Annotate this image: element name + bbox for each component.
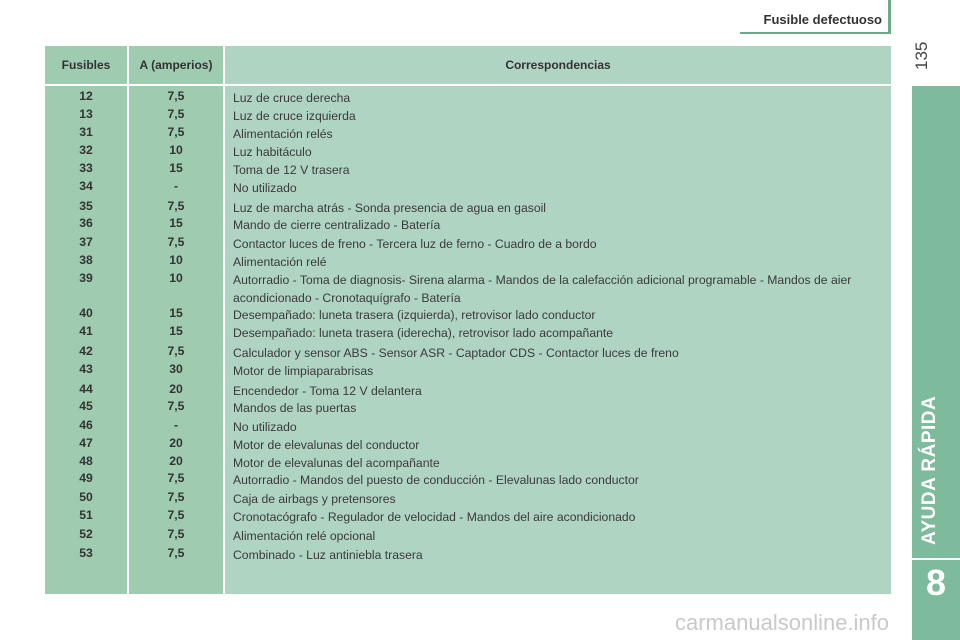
fuse-number: 46 [79,418,93,432]
fuse-correspondence: Desempañado: luneta trasera (izquierda), retrovisor lado conductor [233,308,596,322]
fuse-correspondence: Alimentación relé opcional [233,529,376,543]
fuse-correspondence: Toma de 12 V trasera [233,163,350,177]
table-row [45,454,891,472]
fuse-amperage: 20 [169,454,183,468]
column-header-amps: A (amperios) [139,58,213,72]
fuse-number: 43 [79,362,93,376]
fuse-number: 39 [79,271,93,285]
fuse-correspondence: Luz de cruce izquierda [233,109,356,123]
fuse-amperage: 20 [169,382,183,396]
table-row [45,344,891,362]
fuse-amperage: - [173,179,179,193]
header-rule [740,32,890,34]
table-row [45,324,891,342]
fuse-correspondence: Mando de cierre centralizado - Batería [233,218,441,232]
fuse-number: 38 [79,253,93,267]
fuse-amperage: 7,5 [167,490,185,504]
section-title: Fusible defectuoso [763,12,882,27]
fuse-amperage: 30 [169,362,183,376]
table-row [45,399,891,417]
fuse-amperage: 7,5 [167,89,185,103]
fuse-correspondence: Combinado - Luz antiniebla trasera [233,548,423,562]
table-row [45,89,891,107]
fuse-correspondence: Luz de marcha atrás - Sonda presencia de agua en gasoil [233,201,547,215]
header-vertical-rule [888,0,891,34]
column-header-fuses: Fusibles [61,58,111,72]
fuse-number: 40 [79,306,93,320]
fuse-correspondence: Motor de limpiaparabrisas [233,364,374,378]
fuse-correspondence: Motor de elevalunas del acompañante [233,456,440,470]
fuse-correspondence: No utilizado [233,420,297,434]
fuse-amperage: 10 [169,253,183,267]
fuse-amperage: 7,5 [167,399,185,413]
fuse-amperage: 7,5 [167,125,185,139]
header-separator [45,84,891,86]
fuse-amperage: 15 [169,324,183,338]
fuse-number: 37 [79,235,93,249]
fuse-amperage: 7,5 [167,527,185,541]
table-row [45,179,891,197]
fuse-number: 44 [79,382,93,396]
side-tab-divider [912,558,960,560]
table-row [45,490,891,508]
fuse-correspondence: Alimentación relés [233,127,333,141]
table-row [45,362,891,380]
chapter-number: 8 [925,562,947,603]
table-row [45,107,891,125]
table-row [45,161,891,179]
fuse-amperage: 7,5 [167,235,185,249]
fuse-number: 42 [79,344,93,358]
fuse-number: 32 [79,143,93,157]
table-row [45,508,891,526]
fuse-number: 49 [79,471,93,485]
fuse-correspondence: Calculador y sensor ABS - Sensor ASR - Captador CDS - Contactor luces de freno [233,346,679,360]
table-row [45,125,891,143]
column-header-correspondences: Correspondencias [505,58,611,72]
chapter-label: AYUDA RÁPIDA [919,395,940,545]
table-row [45,216,891,234]
fuse-amperage: 7,5 [167,344,185,358]
fuse-correspondence: Autorradio - Mandos del puesto de conducción - Elevalunas lado conductor [233,473,639,487]
fuse-amperage: 7,5 [167,471,185,485]
fuse-number: 34 [79,179,93,193]
fuse-amperage: 7,5 [167,199,185,213]
fuse-number: 52 [79,527,93,541]
fuse-amperage: 7,5 [167,508,185,522]
fuse-number: 48 [79,454,93,468]
fuse-correspondence: Desempañado: luneta trasera (iderecha), retrovisor lado acompañante [233,326,614,340]
fuse-number: 51 [79,508,93,522]
table-row [45,382,891,400]
table-row [45,143,891,161]
fuse-amperage: 15 [169,161,183,175]
fuse-number: 36 [79,216,93,230]
fuse-correspondence: Mandos de las puertas [233,401,357,415]
fuse-amperage: 15 [169,216,183,230]
fuse-correspondence: Autorradio - Toma de diagnosis- Sirena alarma - Mandos de la calefacción adicional programable - Mandos de aier acondicionado - Cronotaquígrafo - Batería [233,273,852,305]
table-row [45,527,891,545]
fuse-amperage: - [173,418,179,432]
fuse-amperage: 10 [169,271,183,285]
table-row [45,199,891,217]
table-row [45,306,891,324]
fuse-amperage: 7,5 [167,546,185,560]
fuse-correspondence: Luz de cruce derecha [233,91,351,105]
table-row [45,235,891,253]
fuse-number: 41 [79,324,93,338]
table-row [45,253,891,271]
table-row [45,436,891,454]
fuse-number: 45 [79,399,93,413]
fuse-number: 33 [79,161,93,175]
fuse-correspondence: Encendedor - Toma 12 V delantera [233,384,422,398]
fuse-table [45,46,891,594]
fuse-amperage: 15 [169,306,183,320]
table-row [45,471,891,489]
fuse-number: 53 [79,546,93,560]
fuse-amperage: 10 [169,143,183,157]
fuse-correspondence: Contactor luces de freno - Tercera luz de ferno - Cuadro de a bordo [233,237,597,251]
table-row [45,271,891,307]
fuse-amperage: 7,5 [167,107,185,121]
fuse-number: 13 [79,107,93,121]
fuse-number: 35 [79,199,93,213]
fuse-number: 50 [79,490,93,504]
page-number: 135 [912,41,931,70]
fuse-correspondence: Cronotacógrafo - Regulador de velocidad - Mandos del aire acondicionado [233,510,636,524]
fuse-correspondence: Alimentación relé [233,255,327,269]
chapter-side-tab [912,86,960,640]
watermark: carmanualsonline.info [675,610,890,635]
fuse-correspondence: Caja de airbags y pretensores [233,492,396,506]
fuse-correspondence: Motor de elevalunas del conductor [233,438,420,452]
fuse-number: 12 [79,89,93,103]
fuse-number: 47 [79,436,93,450]
fuse-amperage: 20 [169,436,183,450]
fuse-correspondence: No utilizado [233,181,297,195]
fuse-number: 31 [79,125,93,139]
fuse-correspondence: Luz habitáculo [233,145,312,159]
table-row [45,418,891,436]
table-row [45,546,891,564]
